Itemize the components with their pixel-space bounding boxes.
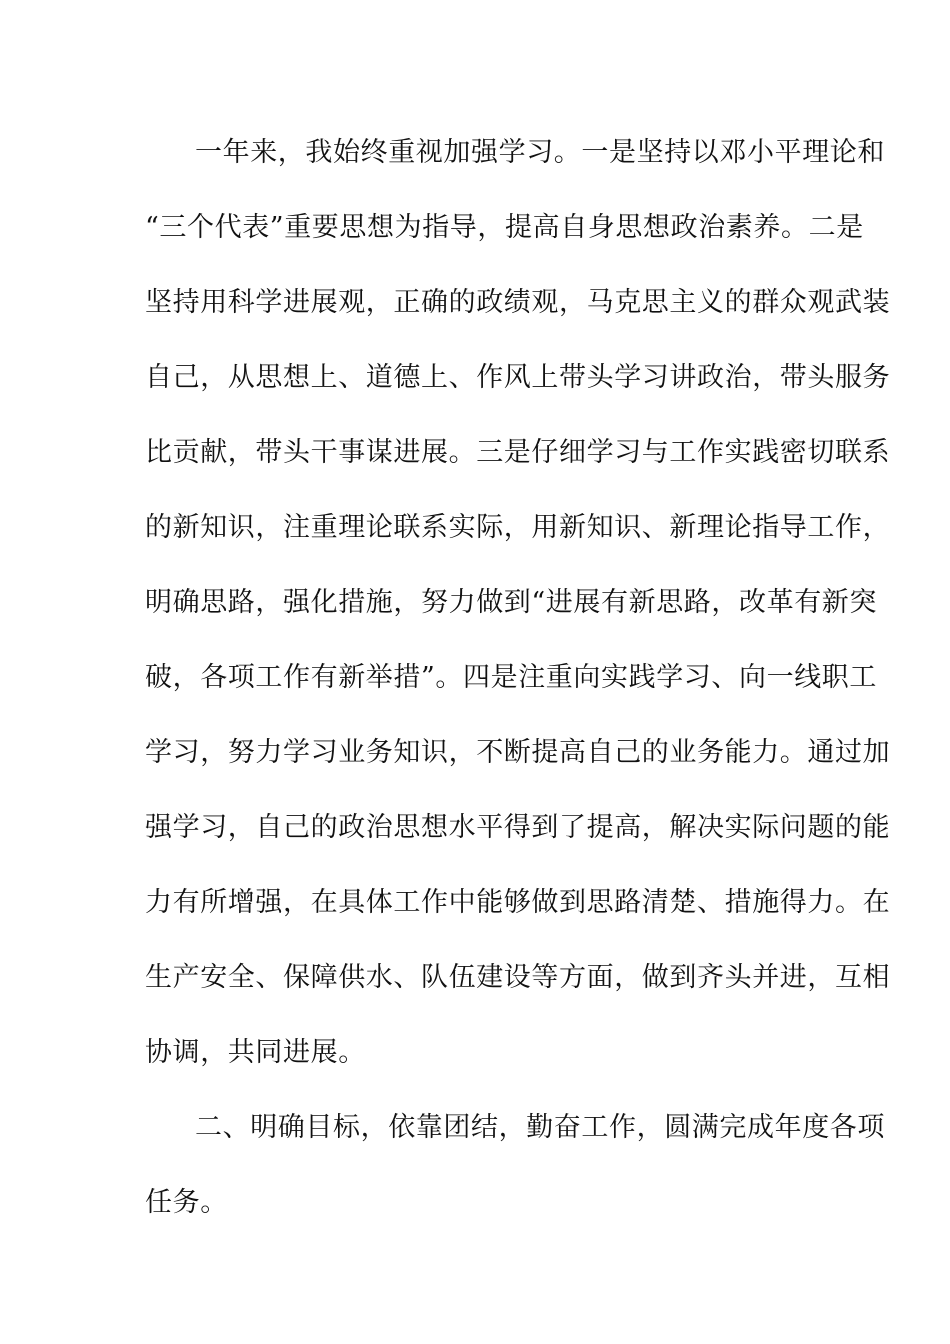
paragraph-1-line-7: 明确思路，强化措施，努力做到“进展有新思路，改革有新突 — [145, 587, 878, 618]
paragraph-1-line-12: 生产安全、保障供水、队伍建设等方面，做到齐头并进，互相 — [145, 962, 891, 993]
paragraph-1-line-9: 学习，努力学习业务知识，不断提高自己的业务能力。通过加 — [145, 737, 891, 768]
paragraph-1-line-4: 自己，从思想上、道德上、作风上带头学习讲政治，带头服务 — [145, 362, 891, 393]
paragraph-1-line-11: 力有所增强，在具体工作中能够做到思路清楚、措施得力。在 — [145, 887, 891, 918]
paragraph-1-line-3: 坚持用科学进展观，正确的政绩观，马克思主义的群众观武装 — [145, 287, 891, 318]
paragraph-1-line-8: 破，各项工作有新举措”。四是注重向实践学习、向一线职工 — [145, 662, 878, 693]
paragraph-2-line-2: 任务。 — [145, 1187, 228, 1218]
paragraph-1-line-10: 强学习，自己的政治思想水平得到了提高，解决实际问题的能 — [145, 812, 891, 843]
paragraph-1-line-6: 的新知识，注重理论联系实际，用新知识、新理论指导工作， — [145, 512, 891, 543]
paragraph-2-line-1: 二、明确目标，依靠团结，勤奋工作，圆满完成年度各项 — [195, 1112, 885, 1143]
paragraph-1-line-13: 协调，共同进展。 — [145, 1037, 366, 1068]
paragraph-1-line-5: 比贡献，带头干事谋进展。三是仔细学习与工作实践密切联系 — [145, 437, 891, 468]
paragraph-1-line-1: 一年来，我始终重视加强学习。一是坚持以邓小平理论和 — [195, 137, 885, 168]
paragraph-1-line-2: “三个代表”重要思想为指导，提高自身思想政治素养。二是 — [145, 212, 864, 243]
